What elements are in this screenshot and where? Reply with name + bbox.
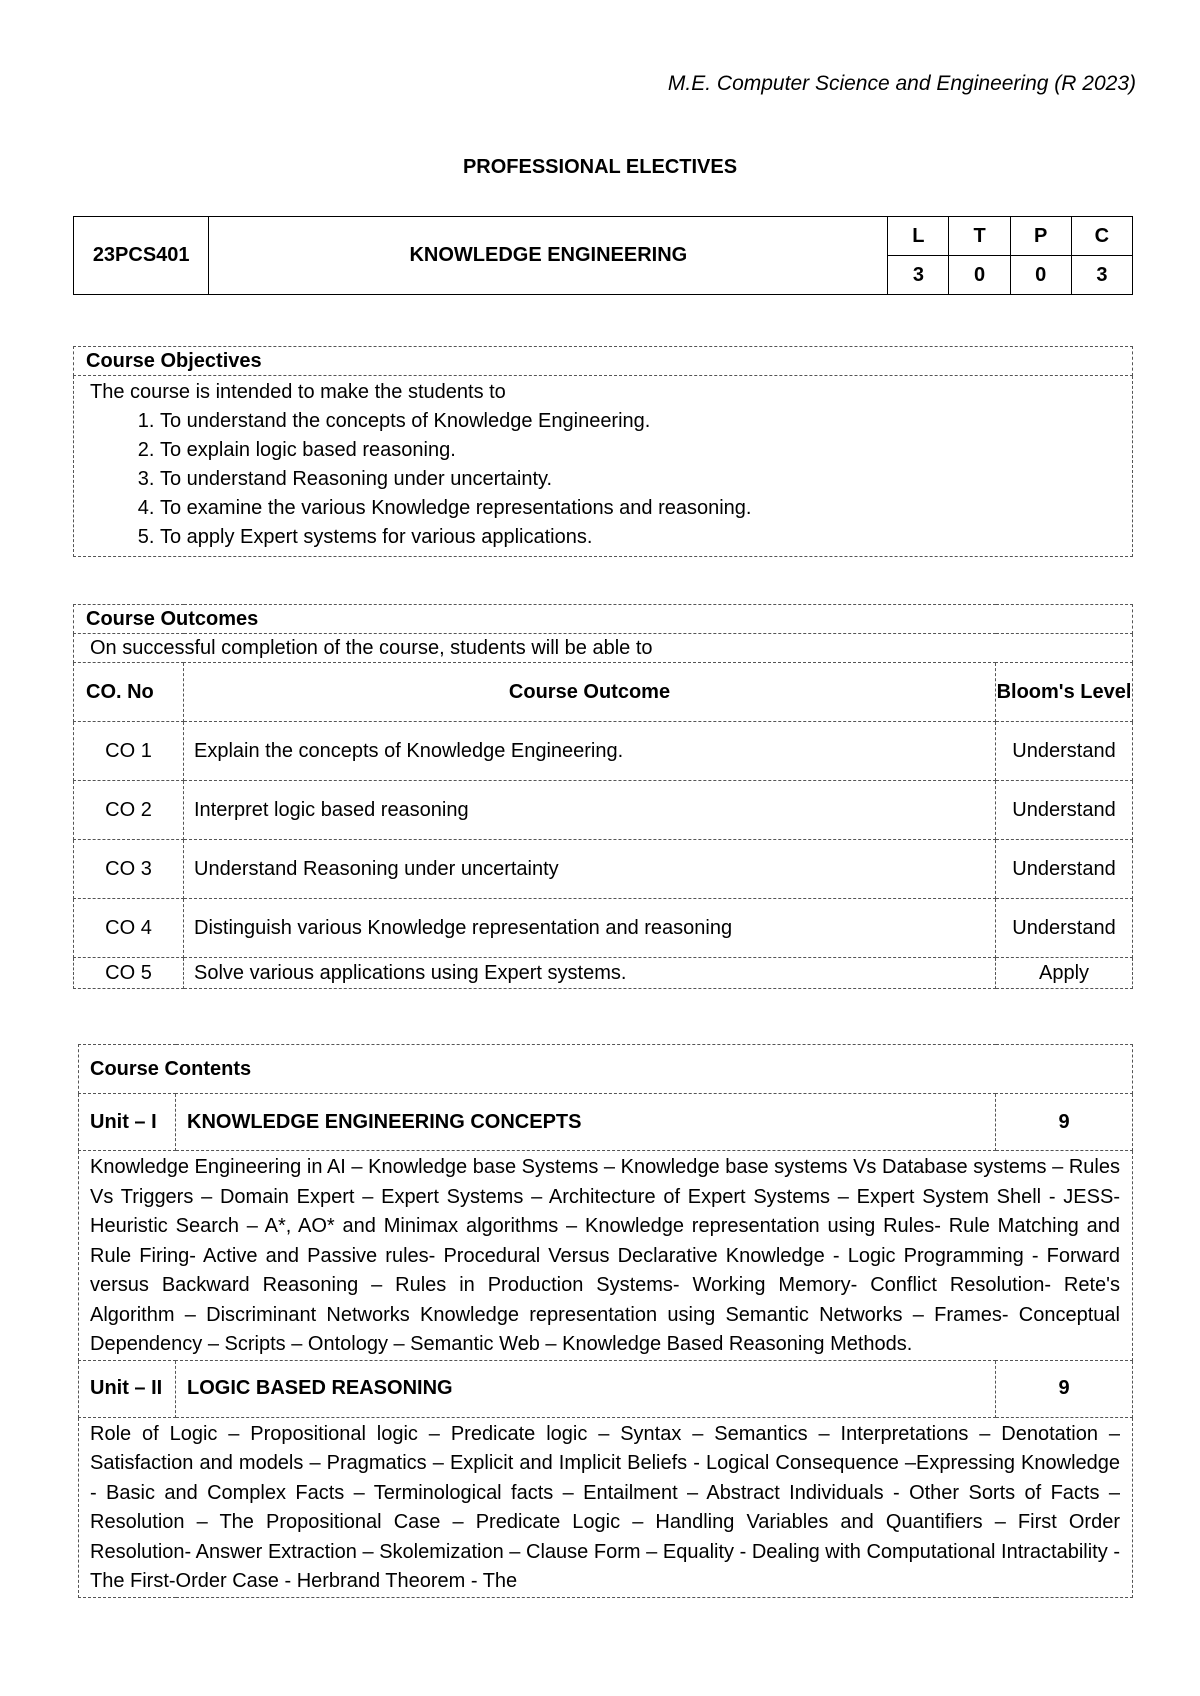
co-number: CO 3 [74,840,184,899]
co-number: CO 1 [74,722,184,781]
co-level: Understand [996,840,1133,899]
ltpc-label-t: T [949,217,1010,256]
unit-content: Role of Logic – Propositional logic – Predicate logic – Syntax – Semantics – Interpretations – Denotation – Satisfaction and models – Pragmatics – Explicit and Implicit Beliefs - Logical Consequence –Expressing Knowledge - Basic and Complex Facts – Terminological facts – Entailment – Abstract Individuals - Other Sorts of Facts – Resolution – The Propositional Case – Predicate Logic – Handling Variables and Quantifiers – First Order Resolution- Answer Extraction – Skolemization – Clause Form – Equality - Dealing with Computational Intractability - The First-Order Case - Herbrand Theorem - The [79,1417,1133,1597]
unit-hours: 9 [996,1360,1133,1417]
table-row [74,958,1133,989]
table-row [74,722,1133,781]
unit-hours: 9 [996,1094,1133,1151]
co-outcome: Distinguish various Knowledge representation and reasoning [184,899,996,958]
objective-item: 4. To examine the various Knowledge representations and reasoning. [160,494,1122,523]
course-objectives-table [73,346,1133,557]
course-name: KNOWLEDGE ENGINEERING [209,217,888,295]
ltpc-label-p: P [1010,217,1071,256]
unit-label: Unit – II [79,1360,176,1417]
course-code-table [73,216,1133,295]
section-title: PROFESSIONAL ELECTIVES [462,156,738,178]
co-number: CO 4 [74,899,184,958]
co-level: Understand [996,781,1133,840]
unit-label: Unit – I [79,1094,176,1151]
co-outcome: Explain the concepts of Knowledge Engineering. [184,722,996,781]
course-outcomes-table [73,604,1133,989]
ltpc-value-t: 0 [949,256,1010,295]
ltpc-value-c: 3 [1071,256,1132,295]
objectives-list [90,407,1122,552]
unit-content: Knowledge Engineering in AI – Knowledge base Systems – Knowledge base systems Vs Database systems – Rules Vs Triggers – Domain Expert – Expert Systems – Architecture of Expert Systems – Expert System Shell - JESS- Heuristic Search – A*, AO* and Minimax algorithms – Knowledge representation using Rules- Rule Matching and Rule Firing- Active and Passive rules- Procedural Versus Declarative Knowledge - Logic Programming - Forward versus Backward Reasoning – Rules in Production Systems- Working Memory- Conflict Resolution- Rete's Algorithm – Discriminant Networks Knowledge representation using Semantic Networks – Frames- Conceptual Dependency – Scripts – Ontology – Semantic Web – Knowledge Based Reasoning Methods. [79,1151,1133,1361]
ltpc-value-l: 3 [888,256,949,295]
column-header-co-no: CO. No [74,663,184,722]
objective-item: 5. To apply Expert systems for various applications. [160,523,1122,552]
ltpc-label-c: C [1071,217,1132,256]
course-contents-table [78,1044,1133,1598]
objectives-heading: Course Objectives [74,347,1133,376]
outcomes-intro: On successful completion of the course, students will be able to [74,634,1133,663]
co-level: Understand [996,899,1133,958]
co-outcome: Understand Reasoning under uncertainty [184,840,996,899]
co-number: CO 2 [74,781,184,840]
co-level: Understand [996,722,1133,781]
co-outcome: Interpret logic based reasoning [184,781,996,840]
objective-item: 3. To understand Reasoning under uncertainty. [160,465,1122,494]
objectives-intro: The course is intended to make the students to [90,381,506,403]
unit-title: LOGIC BASED REASONING [176,1360,996,1417]
ltpc-label-l: L [888,217,949,256]
column-header-blooms-level: Bloom's Level [996,663,1133,722]
program-header: M.E. Computer Science and Engineering (R 2023) [667,72,1136,95]
table-row [74,899,1133,958]
objective-item: 1. To understand the concepts of Knowledge Engineering. [160,407,1122,436]
table-row [74,781,1133,840]
table-row [74,840,1133,899]
outcomes-heading: Course Outcomes [74,605,1133,634]
objectives-body [74,376,1133,557]
ltpc-value-p: 0 [1010,256,1071,295]
co-outcome: Solve various applications using Expert systems. [184,958,996,989]
objective-item: 2. To explain logic based reasoning. [160,436,1122,465]
co-number: CO 5 [74,958,184,989]
unit-title: KNOWLEDGE ENGINEERING CONCEPTS [176,1094,996,1151]
contents-heading: Course Contents [79,1045,1133,1094]
course-code: 23PCS401 [74,217,209,295]
column-header-course-outcome: Course Outcome [184,663,996,722]
co-level: Apply [996,958,1133,989]
